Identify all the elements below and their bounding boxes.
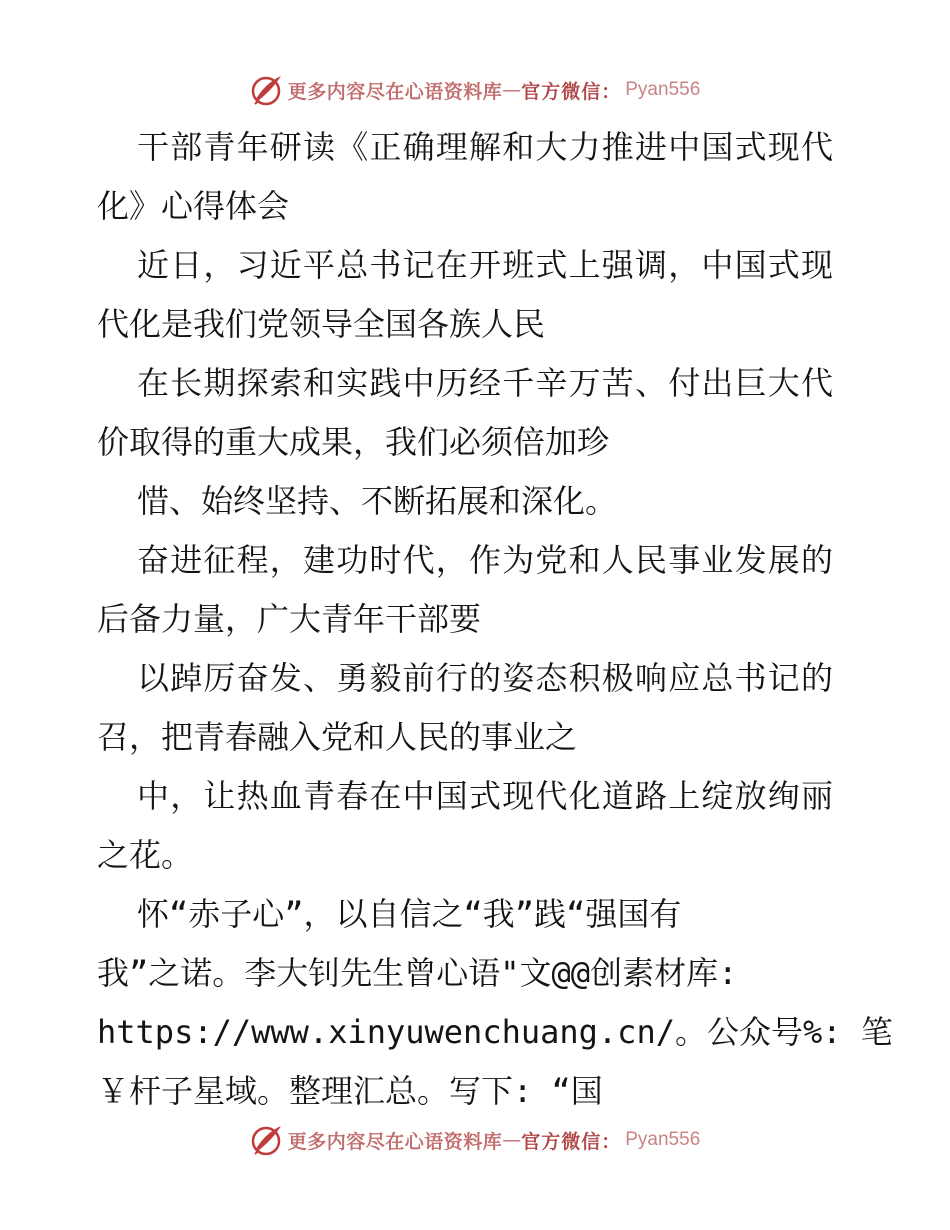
watermark-separator: — (502, 1129, 522, 1151)
title-line-1: 干部青年研读《正确理解和大力推进中国式现代 (137, 128, 835, 166)
watermark-site-text: 更多内容尽在心语资料库 (287, 1130, 503, 1153)
watermark-label: 官方微信： (521, 80, 622, 103)
text-line: 中，让热血青春在中国式现代化道路上绽放绚丽 (137, 777, 835, 815)
watermark-separator: — (502, 79, 522, 101)
text-line: 近日，习近平总书记在开班式上强调，中国式现 (137, 246, 835, 284)
text-line: 奋进征程，建功时代，作为党和人民事业发展的 (137, 541, 835, 579)
watermark-site-text: 更多内容尽在心语资料库 (287, 80, 503, 103)
watermark-label: 官方微信： (521, 1130, 622, 1153)
quill-pen-icon (250, 1123, 284, 1157)
watermark-footer (0, 1120, 950, 1160)
document-body (97, 118, 893, 1121)
text-line: 价取得的重大成果，我们必须倍加珍 (97, 423, 610, 461)
text-line: 怀“赤子心”，以自信之“我”践“强国有 (137, 895, 682, 933)
text-line: 在长期探索和实践中历经千辛万苦、付出巨大代 (137, 364, 835, 402)
text-line: 后备力量，广大青年干部要 (97, 600, 482, 638)
watermark-wechat-id: Pyan556 (625, 79, 701, 100)
text-line: https://www.xinyuwenchuang.cn/。公众号%: 笔 (97, 1013, 893, 1051)
watermark-header (0, 70, 950, 110)
text-line: ￥杆子星域。整理汇总。写下: “国 (97, 1072, 603, 1110)
title-line-2: 化》心得体会 (97, 187, 290, 225)
text-line: 惜、始终坚持、不断拓展和深化。 (137, 482, 618, 520)
text-line: 以踔厉奋发、勇毅前行的姿态积极响应总书记的 (137, 659, 835, 697)
text-line: 召，把青春融入党和人民的事业之 (97, 718, 578, 756)
text-line: 代化是我们党领导全国各族人民 (97, 305, 546, 343)
text-line: 之花。 (97, 836, 194, 874)
text-line: 我”之诺。李大钊先生曾心语"文@@创素材库: (97, 954, 738, 992)
quill-pen-icon (250, 73, 284, 107)
watermark-wechat-id: Pyan556 (625, 1129, 701, 1150)
